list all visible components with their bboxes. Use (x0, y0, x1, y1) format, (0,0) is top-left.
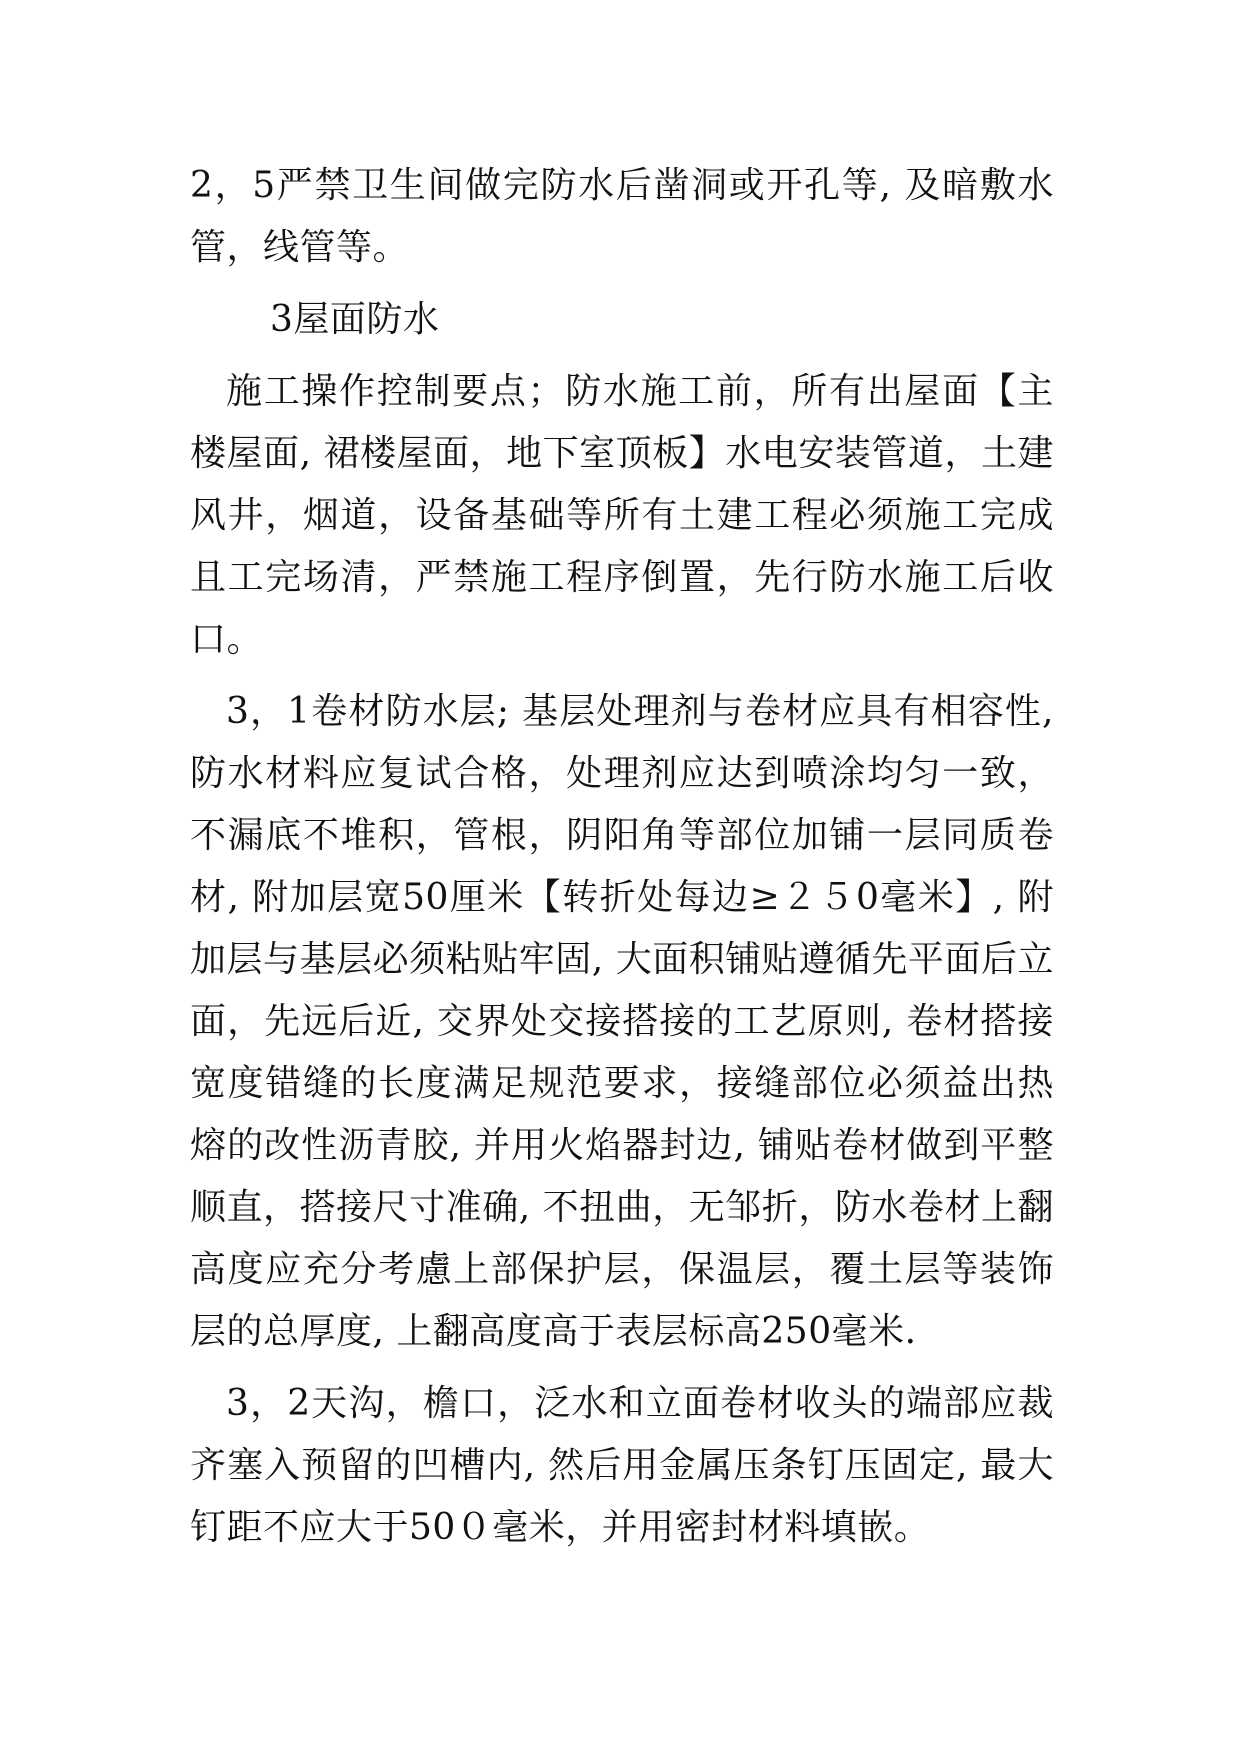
document-body (190, 155, 1054, 1569)
paragraph-construction-control-points: 施工操作控制要点；防水施工前，所有出屋面【主楼屋面, 裙楼屋面，地下室顶板】水电安装管道，土建风井，烟道，设备基础等所有土建工程必须施工完成且工完场清，严禁施工程序倒置，先行防水施工后收口。 (190, 371, 1054, 660)
paragraph-2-5: 2，5严禁卫生间做完防水后凿洞或开孔等, 及暗敷水管，线管等。 (190, 165, 1054, 268)
paragraph-3-2-gutter-eaves: 3，2天沟，檐口，泛水和立面卷材收头的端部应裁齐塞入预留的凹槽内, 然后用金属压条钉压固定, 最大钉距不应大于50０毫米，并用密封材料填嵌。 (190, 1383, 1054, 1548)
section-heading-roof-waterproofing: 3屋面防水 (270, 299, 440, 340)
paragraph-3-1-membrane-layer: 3，1卷材防水层; 基层处理剂与卷材应具有相容性, 防水材料应复试合格，处理剂应达到喷涂均匀一致，不漏底不堆积，管根，阴阳角等部位加铺一层同质卷材, 附加层宽50厘米【转折处每边≥２５0毫米】, 附加层与基层必须粘贴牢固, 大面积铺贴遵循先平面后立面，先远后近, 交界处交接搭接的工艺原则, 卷材搭接宽度错缝的长度满足规范要求，接缝部位必须益出热熔的改性沥青胶, 并用火焰器封边, 铺贴卷材做到平整顺直，搭接尺寸准确, 不扭曲，无邹折，防水卷材上翻高度应充分考慮上部保护层，保温层，覆土层等装饰层的总厚度, 上翻高度高于表层标高250毫米. (190, 691, 1054, 1352)
